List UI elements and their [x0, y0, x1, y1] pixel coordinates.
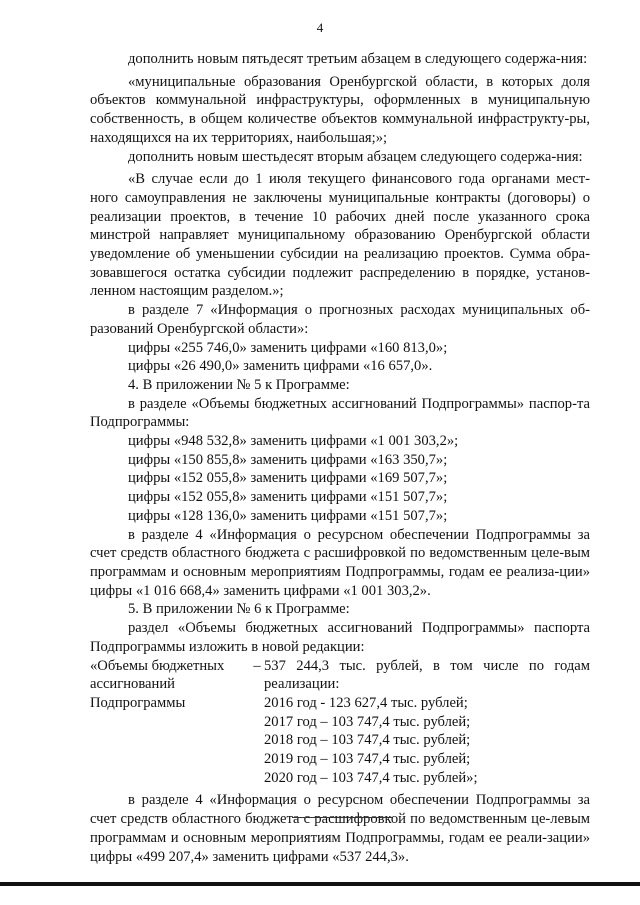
- scan-border-bar: [0, 882, 640, 886]
- list-item: цифры «948 532,8» заменить цифрами «1 001 303,2»;: [128, 433, 459, 450]
- passport-table: [90, 657, 590, 788]
- paragraph: дополнить новым пятьдесят третьим абзацем в следующего содержа-ния:: [128, 51, 588, 67]
- paragraph: дополнить новым шестьдесят вторым абзацем следующего содержа-ния:: [128, 148, 583, 165]
- separator-line: [292, 817, 392, 818]
- passport-year: 2020 год – 103 747,4 тыс. рублей»;: [264, 769, 478, 786]
- passport-values: [264, 657, 590, 788]
- paragraph: раздел «Объемы бюджетных ассигнований Подпрограммы» паспорта Подпрограммы изложить в новой редакции:: [90, 620, 590, 655]
- paragraph: в разделе «Объемы бюджетных ассигнований Подпрограммы» паспор-та Подпрограммы:: [90, 395, 590, 431]
- list-item: 4. В приложении № 5 к Программе:: [128, 376, 350, 393]
- list-item: цифры «152 055,8» заменить цифрами «169 507,7»;: [128, 470, 448, 487]
- list-item: цифры «150 855,8» заменить цифрами «163 350,7»;: [128, 451, 448, 468]
- list-item: цифры «255 746,0» заменить цифрами «160 813,0»;: [128, 339, 448, 356]
- passport-label: [90, 657, 250, 788]
- passport-label-line: ассигнований: [90, 676, 175, 693]
- passport-year: 2017 год – 103 747,4 тыс. рублей;: [264, 713, 471, 730]
- passport-label-line: «Объемы бюджетных: [90, 657, 225, 674]
- document-body: [90, 50, 590, 866]
- passport-label-line: Подпрограммы: [90, 694, 186, 711]
- list-item: цифры «128 136,0» заменить цифрами «151 507,7»;: [128, 507, 448, 524]
- paragraph-quote-1: «муниципальные образования Оренбургской области, в которых доля объектов коммунальной инфраструктуры, оформленных в муниципальную собственность, в общем количестве объектов коммунальной инфраструкту-ры, находящихся на их территориях, наибольшая;»;: [90, 73, 590, 146]
- passport-year: 2018 год – 103 747,4 тыс. рублей;: [264, 732, 471, 749]
- passport-year: 2016 год - 123 627,4 тыс. рублей;: [264, 694, 468, 711]
- paragraph: в разделе 4 «Информация о ресурсном обеспечении Подпрограммы за счет средств областного бюджета с расшифровкой по ведомственным целе-вым программам и основным мероприятиям Подпрограммы, годам ее реализа-ции» цифры «1 016 668,4» заменить цифрами «1 001 303,2».: [90, 526, 590, 599]
- paragraph: в разделе 4 «Информация о ресурсном обеспечении Подпрограммы за счет средств областного бюджета с расшифровкой по ведомственным це-левым программам и основным мероприятиям Подпрограммы, годам ее реали-зации» цифры «499 207,4» заменить цифрами «537 244,3».: [90, 792, 590, 865]
- page-number: 4: [316, 20, 324, 35]
- paragraph: в разделе 7 «Информация о прогнозных расходах муниципальных об-разований Оренбургской области»:: [90, 302, 590, 337]
- list-item: 5. В приложении № 6 к Программе:: [128, 601, 350, 618]
- paragraph-quote-2: «В случае если до 1 июля текущего финансового года органами мест-ного самоуправления не заключены муниципальные контракты (договоры) о реализации проектов, в течение 10 рабочих дней после указанного срока минстрой направляет муниципальному образованию Оренбургской области уведомление об уменьшении субсидии на реализацию проектов. Сумма обра-зовавшегося остатка субсидии подлежит распределению в порядке, установ-ленном настоящим разделом.»;: [90, 171, 590, 300]
- list-item: цифры «26 490,0» заменить цифрами «16 657,0».: [128, 358, 433, 375]
- passport-total: 537 244,3 тыс. рублей, в том числе по годам реализации:: [264, 657, 590, 693]
- list-item: цифры «152 055,8» заменить цифрами «151 507,7»;: [128, 489, 448, 506]
- passport-dash: –: [253, 657, 261, 674]
- passport-year: 2019 год – 103 747,4 тыс. рублей;: [264, 751, 471, 768]
